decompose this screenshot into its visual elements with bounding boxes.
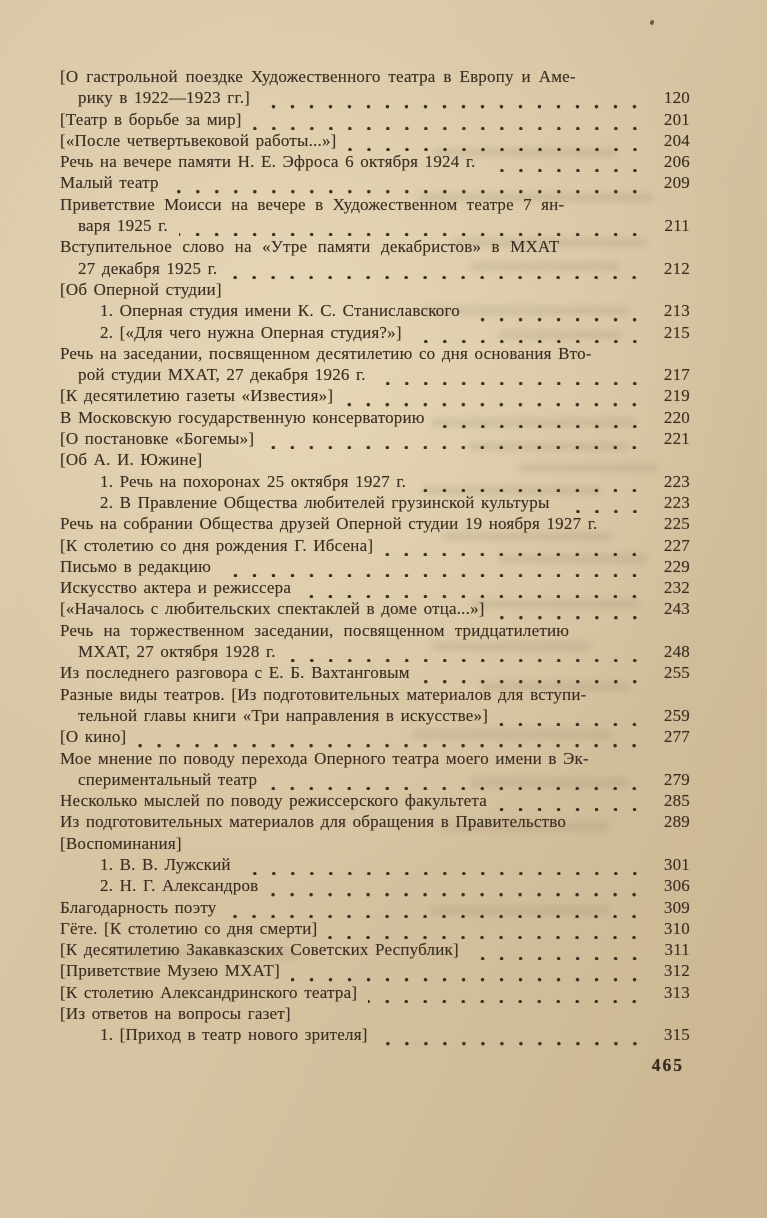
page-ref: 201 xyxy=(663,109,690,129)
toc-row xyxy=(60,982,690,1003)
toc-entry-text: [К столетию Александринского театра] xyxy=(60,982,358,1002)
toc-entry-text: [«После четвертьвековой работы...»] xyxy=(60,130,337,150)
toc-row xyxy=(60,343,690,364)
toc-entry-text: варя 1925 г. xyxy=(78,216,168,236)
toc-entry-text: тельной главы книги «Три направления в искусстве»] xyxy=(78,705,489,725)
toc-entry-text: Мое мнение по поводу перехода Оперного театра моего имени в Эк- xyxy=(60,748,589,768)
toc-row xyxy=(60,385,690,406)
toc-row xyxy=(60,875,690,896)
page-ref: 217 xyxy=(663,365,690,385)
toc-entry-text: [Приветствие Музею МХАТ] xyxy=(60,961,280,981)
toc-row xyxy=(60,748,690,769)
page-ref: 301 xyxy=(663,854,690,874)
toc-row xyxy=(60,364,690,385)
toc-row xyxy=(60,705,690,726)
toc-row xyxy=(60,258,690,279)
toc-entry-text: рику в 1922—1923 гг.] xyxy=(78,88,251,108)
page-ref: 204 xyxy=(663,130,690,150)
toc-row xyxy=(60,215,690,236)
page-ref: 306 xyxy=(663,876,690,896)
toc-entry-text: [«Началось с любительских спектаклей в доме отца...»] xyxy=(60,599,485,619)
page-ref: 206 xyxy=(663,152,690,172)
toc-row xyxy=(60,172,690,193)
toc-entry-text: [К столетию со дня рождения Г. Ибсена] xyxy=(60,535,374,555)
page-ref: 120 xyxy=(663,88,690,108)
page-ref: 211 xyxy=(664,216,690,236)
dot-leader xyxy=(328,918,646,939)
toc-row xyxy=(60,811,690,832)
toc-entry-text: [О постановке «Богемы»] xyxy=(60,429,255,449)
dot-leader xyxy=(233,279,646,300)
toc-entry-text: Речь на собрании Общества друзей Оперной студии 19 ноября 1927 г. xyxy=(60,514,598,534)
toc-row xyxy=(60,151,690,172)
toc-row xyxy=(60,833,690,854)
dot-leader xyxy=(471,300,646,321)
toc-row xyxy=(60,194,690,215)
dot-leader xyxy=(499,705,646,726)
toc-row xyxy=(60,109,690,130)
toc-entry-text: Речь на вечере памяти Н. Е. Эфроса 6 октября 1924 г. xyxy=(60,152,476,172)
toc-entry-text: Из подготовительных материалов для обращения в Правительство xyxy=(60,812,567,832)
page-ref: 248 xyxy=(663,642,690,662)
dot-leader xyxy=(227,897,646,918)
page-ref: 225 xyxy=(663,514,690,534)
page-ref: 279 xyxy=(663,769,690,789)
toc-entry-text: [Об А. И. Южине] xyxy=(60,450,203,470)
toc-row xyxy=(60,236,690,257)
page-ref: 309 xyxy=(663,897,690,917)
dot-leader xyxy=(302,577,646,598)
page-ref: 312 xyxy=(663,961,690,981)
dot-leader xyxy=(498,790,646,811)
toc-entry-text: Вступительное слово на «Утре памяти декабристов» в МХАТ xyxy=(60,237,560,257)
toc-row xyxy=(60,684,690,705)
toc-row xyxy=(60,513,690,534)
toc-entry-text: Малый театр xyxy=(60,173,159,193)
toc-row xyxy=(60,769,690,790)
dot-leader xyxy=(213,449,646,470)
dot-leader xyxy=(377,364,646,385)
toc-row xyxy=(60,1003,690,1024)
dot-leader xyxy=(253,109,646,130)
toc-row xyxy=(60,130,690,151)
page-ref: 310 xyxy=(663,918,690,938)
toc-row xyxy=(60,66,690,87)
toc-row xyxy=(60,726,690,747)
dot-leader xyxy=(487,151,646,172)
toc-entry-text: В Московскую государственную консерваторию xyxy=(60,407,425,427)
toc-entry-text: спериментальный театр xyxy=(78,769,258,789)
toc-entry-text: 1. Речь на похоронах 25 октября 1927 г. xyxy=(100,471,407,491)
toc-entry-text: Искусство актера и режиссера xyxy=(60,578,292,598)
toc-entry-text: 27 декабря 1925 г. xyxy=(78,258,218,278)
dot-leader xyxy=(242,854,646,875)
dot-leader xyxy=(193,833,646,854)
toc-row xyxy=(60,939,690,960)
page-ref: 221 xyxy=(663,429,690,449)
dot-leader xyxy=(635,66,646,87)
dot-leader xyxy=(265,428,646,449)
toc-row xyxy=(60,790,690,811)
toc-row xyxy=(60,1024,690,1045)
toc-entry-text: [О кино] xyxy=(60,727,127,747)
toc-entry-text: Из последнего разговора с Е. Б. Вахтанговым xyxy=(60,663,410,683)
toc-entry-text: рой студии МХАТ, 27 декабря 1926 г. xyxy=(78,365,366,385)
dot-leader xyxy=(470,939,646,960)
toc-row xyxy=(60,407,690,428)
toc-entry-text: Разные виды театров. [Из подготовительных материалов для вступи- xyxy=(60,684,587,704)
page-ref: 313 xyxy=(663,982,690,1002)
toc-row xyxy=(60,535,690,556)
toc-entry-text: МХАТ, 27 октября 1928 г. xyxy=(78,642,276,662)
dot-leader xyxy=(291,960,646,981)
page-ref: 232 xyxy=(663,578,690,598)
dot-leader xyxy=(287,641,646,662)
dot-leader xyxy=(269,875,646,896)
dot-leader xyxy=(137,726,646,747)
toc-entry-text: [Об Оперной студии] xyxy=(60,279,222,299)
page-ref: 212 xyxy=(663,258,690,278)
page-ref: 311 xyxy=(664,940,690,960)
toc-entry-text: Несколько мыслей по поводу режиссерского факультета xyxy=(60,791,487,811)
toc-row xyxy=(60,641,690,662)
dot-leader xyxy=(379,1024,646,1045)
toc-entry-text: 2. В Правление Общества любителей грузинской культуры xyxy=(100,492,550,512)
toc-entry-text: 2. [«Для чего нужна Оперная студия?»] xyxy=(100,322,402,342)
toc-row xyxy=(60,897,690,918)
toc-row xyxy=(60,854,690,875)
dot-leader xyxy=(496,598,646,619)
toc-entry-text: 1. В. В. Лужский xyxy=(100,854,231,874)
toc-row xyxy=(60,598,690,619)
page-ref: 227 xyxy=(663,535,690,555)
toc-row xyxy=(60,620,690,641)
toc-entry-text: [К десятилетию Закавказских Советских Республик] xyxy=(60,940,459,960)
toc-entry-text: [Театр в борьбе за мир] xyxy=(60,109,242,129)
toc-row xyxy=(60,577,690,598)
toc-entry-text: Благодарность поэту xyxy=(60,897,217,917)
dot-leader xyxy=(268,769,646,790)
page-ref: 223 xyxy=(663,471,690,491)
page-ref: 209 xyxy=(663,173,690,193)
page-ref: 213 xyxy=(663,301,690,321)
toc-row xyxy=(60,449,690,470)
dot-leader xyxy=(344,385,646,406)
dot-leader xyxy=(261,87,646,108)
toc-row xyxy=(60,428,690,449)
page-ref: 229 xyxy=(663,556,690,576)
table-of-contents xyxy=(60,66,690,1046)
dot-leader xyxy=(413,322,646,343)
dot-leader xyxy=(623,194,646,215)
toc-entry-text: Гёте. [К столетию со дня смерти] xyxy=(60,918,318,938)
toc-entry-text: 1. Оперная студия имени К. С. Станиславского xyxy=(100,301,460,321)
page-ref: 285 xyxy=(663,791,690,811)
toc-entry-text: Приветствие Моисси на вечере в Художественном театре 7 ян- xyxy=(60,194,565,214)
toc-row xyxy=(60,556,690,577)
page-ref: 277 xyxy=(663,727,690,747)
dot-leader xyxy=(368,982,646,1003)
page-ref: 255 xyxy=(663,663,690,683)
toc-row xyxy=(60,279,690,300)
dot-leader xyxy=(222,556,646,577)
dot-leader xyxy=(628,620,646,641)
page-ref: 289 xyxy=(663,812,690,832)
toc-entry-text: [Воспоминания] xyxy=(60,833,182,853)
folio-page-number: 465 xyxy=(651,1055,684,1075)
toc-row xyxy=(60,300,690,321)
dot-leader xyxy=(421,662,646,683)
dot-leader xyxy=(561,492,646,513)
page-ref: 220 xyxy=(663,407,690,427)
dot-leader xyxy=(179,215,646,236)
page-ref: 315 xyxy=(663,1025,690,1045)
page-ref: 215 xyxy=(663,322,690,342)
toc-entry-text: 1. [Приход в театр нового зрителя] xyxy=(100,1025,368,1045)
paper-speck xyxy=(649,19,654,25)
toc-entry-text: [К десятилетию газеты «Известия»] xyxy=(60,386,334,406)
dot-leader xyxy=(348,130,646,151)
toc-entry-text: Речь на торжественном заседании, посвященном тридцатилетию xyxy=(60,620,570,640)
toc-entry-text: Речь на заседании, посвященном десятилетию со дня основания Вто- xyxy=(60,343,592,363)
dot-leader xyxy=(417,471,646,492)
toc-row xyxy=(60,662,690,683)
page-ref: 259 xyxy=(663,705,690,725)
toc-row xyxy=(60,492,690,513)
toc-row xyxy=(60,322,690,343)
dot-leader xyxy=(619,236,647,257)
dot-leader xyxy=(302,1003,646,1024)
dot-leader xyxy=(228,258,646,279)
page-ref: 243 xyxy=(663,599,690,619)
page-ref: 223 xyxy=(663,492,690,512)
dot-leader xyxy=(577,811,646,832)
dot-leader xyxy=(436,407,646,428)
toc-entry-text: 2. Н. Г. Александров xyxy=(100,876,259,896)
toc-entry-text: [О гастрольной поездке Художественного театра в Европу и Аме- xyxy=(60,67,576,86)
dot-leader xyxy=(170,172,646,193)
toc-row xyxy=(60,960,690,981)
toc-row xyxy=(60,471,690,492)
page-ref: 219 xyxy=(663,386,690,406)
toc-entry-text: [Из ответов на вопросы газет] xyxy=(60,1004,291,1024)
dot-leader xyxy=(608,513,646,534)
dot-leader xyxy=(384,535,646,556)
toc-entry-text: Письмо в редакцию xyxy=(60,556,212,576)
toc-row xyxy=(60,87,690,108)
toc-row xyxy=(60,918,690,939)
